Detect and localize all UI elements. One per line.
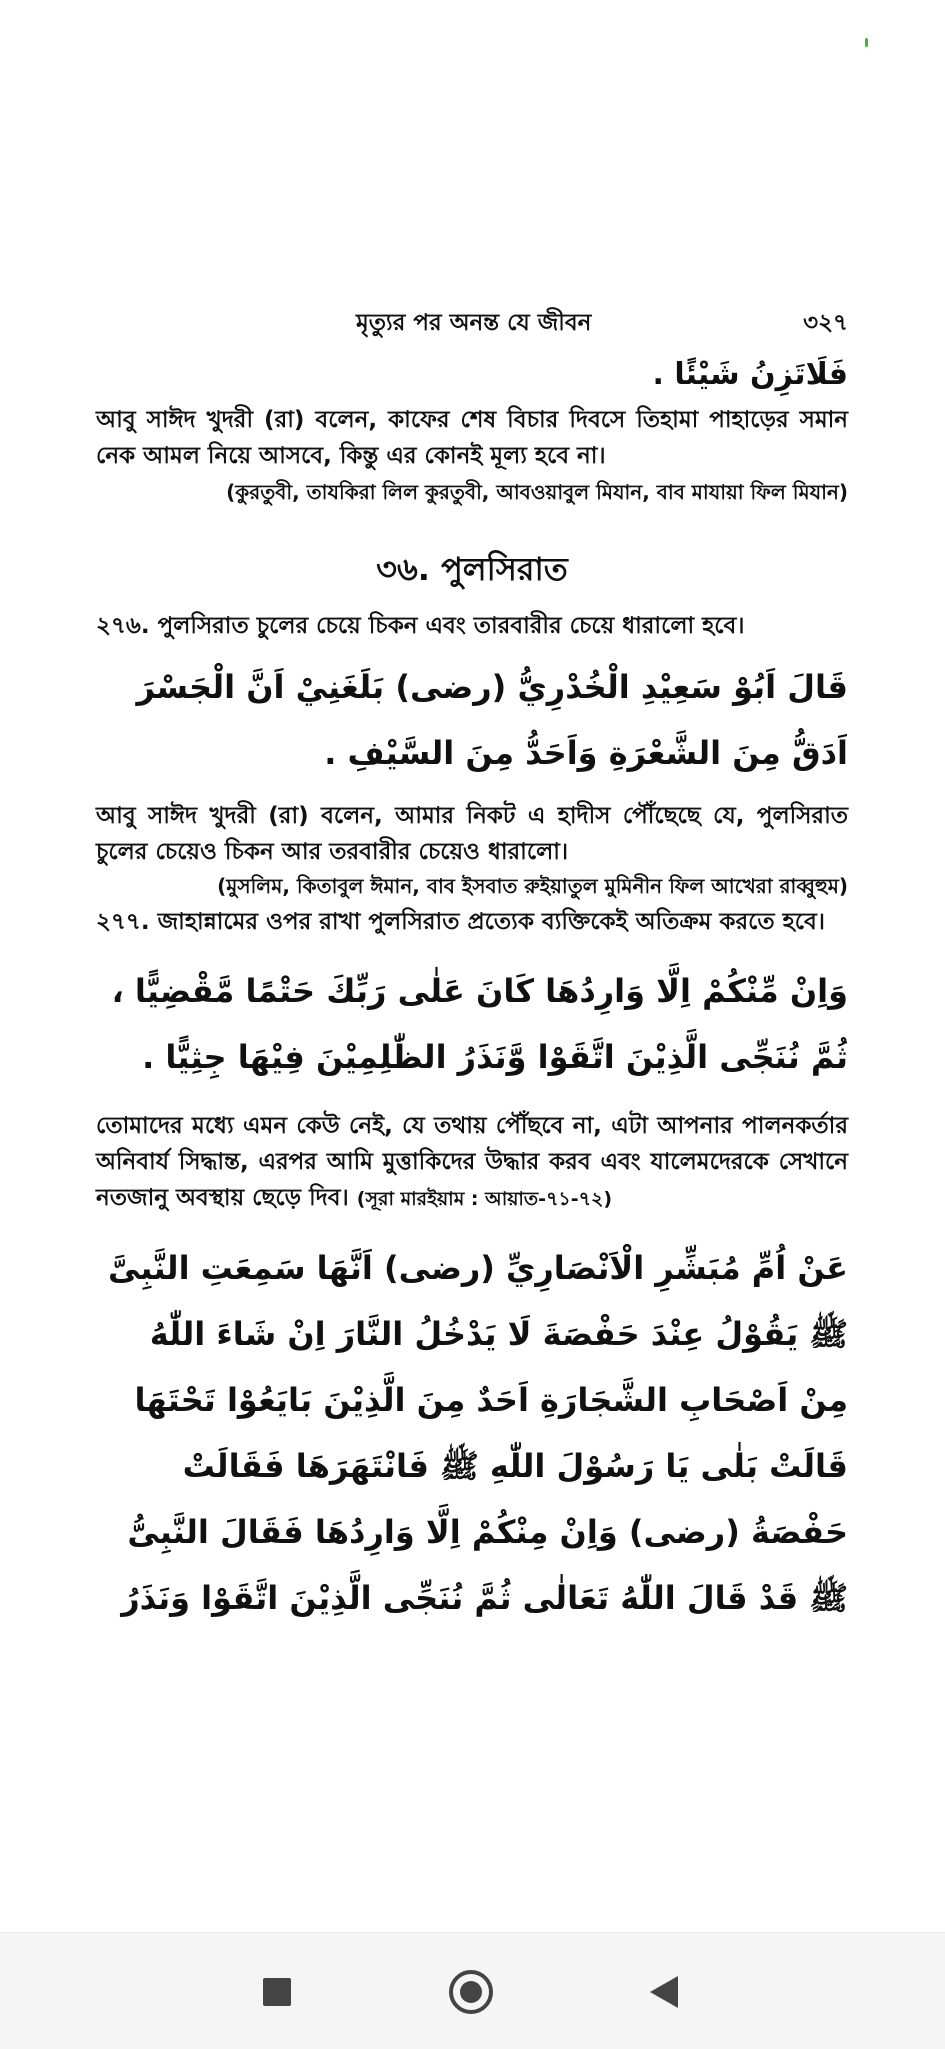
intro-arabic: فَلَاتَزِنُ شَيْئًا . xyxy=(652,357,848,392)
square-icon[interactable] xyxy=(263,1978,291,2006)
hadith-277-bangla-text: তোমাদের মধ্যে এমন কেউ নেই, যে তথায় পৌঁছবে না, এটা আপনার পালনকর্তার অনিবার্য সিদ্ধান্ত, এরপর আমি মুত্তাকিদের উদ্ধার করব এবং যালেমদেরকে সেখানে নতজানু অবস্থায় ছেড়ে দিব। xyxy=(96,1113,848,1211)
hadith-277-arabic: وَاِنْ مِّنْكُمْ اِلَّا وَارِدُهَا كَانَ عَلٰى رَبِّكَ حَتْمًا مَّقْضِيًّا ، ثُمَّ نُنَجِّى الَّذِيْنَ اتَّقَوْا وَّنَذَرُ الظّٰلِمِيْنَ فِيْهَا جِثِيًّا . xyxy=(111,972,848,1076)
hadith-277-title: ২৭৭. জাহান্নামের ওপর রাখা পুলসিরাত প্রত্যেক ব্যক্তিকেই অতিক্রম করতে হবে। xyxy=(96,909,825,935)
intro-bangla: আবু সাঈদ খুদরী (রা) বলেন, কাফের শেষ বিচার দিবসে তিহামা পাহাড়ের সমান নেক আমল নিয়ে আসবে, কিন্তু এর কোনই মূল্য হবে না। xyxy=(96,407,848,469)
page-number: ৩২৭ xyxy=(803,310,848,336)
triangle-left-icon[interactable] xyxy=(650,1976,678,2008)
hadith-276-bangla: আবু সাঈদ খুদরী (রা) বলেন, আমার নিকট এ হাদীস পৌঁছেছে যে, পুলসিরাত চুলের চেয়েও চিকন আর তরবারীর চেয়েও ধারালো। xyxy=(96,803,848,865)
hadith-278-arabic: عَنْ اُمِّ مُبَشِّرِ الْاَنْصَارِيِّ (رضى) اَنَّهَا سَمِعَتِ النَّبِىَّ ﷺ يَقُوْلُ عِنْدَ حَفْصَةَ لَا يَدْخُلُ النَّارَ اِنْ شَاءَ اللّٰهُ مِنْ اَصْحَابِ الشَّجَارَةِ اَحَدٌ مِنَ الَّذِيْنَ بَايَعُوْا تَحْتَهَا قَالَتْ بَلٰى يَا رَسُوْلَ اللّٰهِ ﷺ فَانْتَهَرَهَا فَقَالَتْ حَفْصَةُ (رضى) وَاِنْ مِنْكُمْ اِلَّا وَارِدُهَا فَقَالَ النَّبِىُّ ﷺ قَدْ قَالَ اللّٰهُ تَعَالٰى ثُمَّ نُنَجِّى الَّذِيْنَ اتَّقَوْا وَنَذَرُ xyxy=(108,1249,848,1617)
circle-icon[interactable] xyxy=(449,1970,493,2014)
hadith-276-reference: (মুসলিম, কিতাবুল ঈমান, বাব ইসবাত রুইয়াতুল মুমিনীন ফিল আখেরা রাব্বুহুম) xyxy=(217,874,848,898)
running-title: মৃত্যুর পর অনন্ত যে জীবন xyxy=(356,310,592,336)
running-header xyxy=(96,298,848,342)
hadith-277-bangla xyxy=(96,1108,848,1217)
intro-reference: (কুরতুবী, তাযকিরা লিল কুরতুবী, আবওয়াবুল মিযান, বাব মাযায়া ফিল মিযান) xyxy=(226,480,848,504)
system-navigation-bar xyxy=(0,1932,945,2049)
hadith-276-arabic: قَالَ اَبُوْ سَعِيْدِ الْخُدْرِيُّ (رضى) بَلَغَنِيْ اَنَّ الْجَسْرَ اَدَقُّ مِنَ الشَّعْرَةِ وَاَحَدُّ مِنَ السَّيْفِ . xyxy=(136,668,848,772)
hadith-276-title: ২৭৬. পুলসিরাত চুলের চেয়ে চিকন এবং তারবারীর চেয়ে ধারালো হবে। xyxy=(96,613,745,639)
section-heading: ৩৬. পুলসিরাত xyxy=(376,550,568,588)
book-page xyxy=(96,298,848,1631)
hadith-277-reference: (সূরা মারইয়াম : আয়াত-৭১-৭২) xyxy=(356,1188,613,1210)
status-indicator-dot xyxy=(865,38,868,47)
